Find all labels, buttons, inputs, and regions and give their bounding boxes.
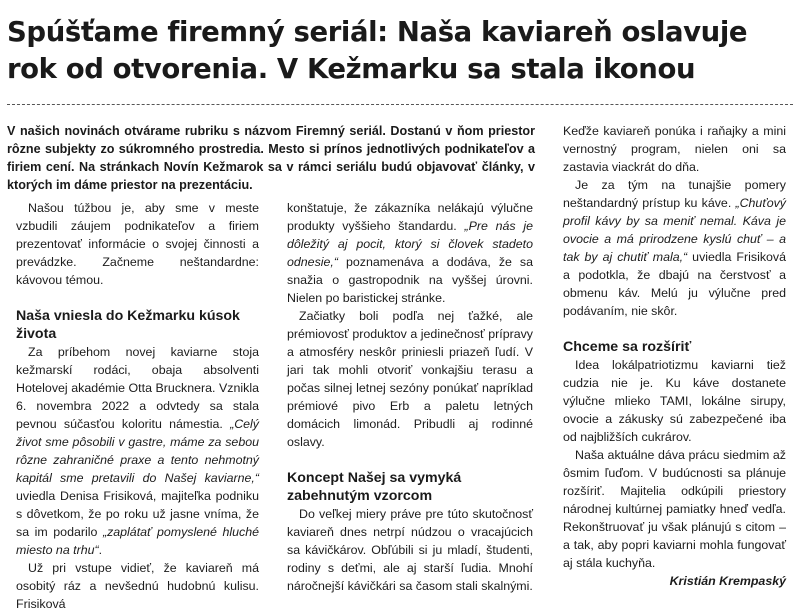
article-lead: V našich novinách otvárame rubriku s názvom Firemný seriál. Dostanú v ňom priestor rôzne subjekty zo súkromného prostredia. Mesto si prínos jednotlivých podnikateľov a firiem cení. Na stránkach Novín Kežmarok sa v rámci seriálu budú objavovať články, v ktorých im dáme priestor na prezentáciu.	[7, 124, 535, 192]
column-3	[563, 122, 786, 590]
coffee-approach-paragraph	[563, 176, 786, 320]
story-paragraph	[16, 343, 259, 559]
approach-text-end: uviedla Frisiková a podotkla, že dbajú na čerstvosť a obmenu káv. Melú ju výlučne pred podávaním, nie skôr.	[563, 250, 786, 318]
author-byline: Kristián Krempaský	[669, 574, 786, 588]
article-headline: Spúšťame firemný seriál: Naša kaviareň oslavuje rok od otvorenia. V Kežmarku sa stala ikonou	[7, 16, 748, 85]
customers-paragraph: Do veľkej miery práve pre túto skutočnosť kaviareň dnes netrpí núdzou o vracajúcich sa kávičkárov. Obľúbili si ju mladí, študenti, rodiny s deťmi, ale aj starší ľudia. Mnohí náročnejší kávičkári sa časom stali skalnými.	[287, 507, 533, 593]
continued-text: konštatuje, že zákazníka nelákajú výlučne produkty vyššieho štandardu.	[287, 201, 533, 233]
quote-celý-život: „Celý život sme pôsobili v gastre, máme za sebou rôzne zahraničné praxe a tento nehmotný kapitál sme pretavili do Našej kaviarne,“	[16, 417, 259, 485]
future-paragraph: Naša aktuálne dáva prácu siedmim až ôsmim ľuďom. V budúcnosti sa plánuje rozšíriť. Majitelia odkúpili priestory národnej kultúrnej pamiatky hneď vedľa. Rekonštruovať ju však plánujú s citom – a tak, aby popri kaviarni mohla fungovať aj stála kuchyňa.	[563, 448, 786, 570]
quote-chuťový-profil: „Chuťový profil kávy by sa meniť nemal. Káva je ovocie a má prirodzene kyslú chuť – a tak by aj chutiť mala,“	[563, 196, 786, 264]
atmosphere-paragraph: Už pri vstupe vidieť, že kaviareň má osobitý ráz a nevšednú hudobnú kulisu. Frisiková	[16, 561, 259, 611]
quote-zaplátať: „zaplátať pomyslené hluché miesto na trhu“	[16, 525, 259, 557]
story-text: Za príbehom novej kaviarne stoja kežmarskí rodáci, obaja absolventi Hotelovej akadémie Otta Brucknera. Vznikla 6. novembra 2022 a odvtedy sa stala pevnou súčasťou koloritu námestia.	[16, 345, 259, 431]
quote-pre-nás: „Pre nás je dôležitý aj pocit, ktorý si človek stadeto odnesie,“	[287, 219, 533, 269]
story-text-mid: uviedla Denisa Frisiková, majiteľka podniku s dôvetkom, že po roku už jasne vníma, že sa im podarilo	[16, 489, 259, 539]
beginnings-paragraph: Začiatky boli podľa nej ťažké, ale prémiovosť produktov a jedinečnosť prípravy a atmosféry neskôr priniesli priazeň ľudí. V jari tak mohli otvoriť vonkajšiu terasu a počas silnej letnej sezóny ponúkať napríklad prémiové pivo Erb a paletu letných domácich limonád. Pribudli aj rodinné oslavy.	[287, 309, 533, 449]
column-2	[287, 199, 533, 595]
headline-divider	[7, 104, 793, 105]
approach-text: Je za tým na tunajšie pomery neštandardný prístup ku káve.	[563, 178, 786, 210]
local-paragraph: Idea lokálpatriotizmu kaviarni tiež cudzia nie je. Ku káve dostanete výlučne mlieko TAMI, lokálne sirupy, ovocie a zákusky sú zabezpečené iba od najbližších cukrárov.	[563, 358, 786, 444]
continued-paragraph	[287, 199, 533, 307]
subheading-koncept: Koncept Našej sa vymyká zabehnutým vzorcom	[287, 470, 462, 504]
intro-paragraph: Našou túžbou je, aby sme v meste vzbudili záujem podnikateľov a firiem prezentovať informácie o svojej činnosti a prevádzke. Začneme neštandardne: kávovou témou.	[16, 201, 259, 287]
customers-paragraph-continued: Keďže kaviareň ponúka i raňajky a mini vernostný program, nielen oni sa zastavia viackrát do dňa.	[563, 124, 786, 174]
continued-text-end: poznamenáva a dodáva, že sa snažia o gastropodnik na vyššej úrovni. Nielen po baristickej stránke.	[287, 255, 533, 305]
subheading-nasa-vniesla: Naša vniesla do Kežmarku kúsok života	[16, 308, 240, 342]
story-text-end: .	[98, 543, 103, 557]
subheading-chceme: Chceme sa rozšíriť	[563, 339, 692, 355]
column-1	[16, 199, 259, 613]
